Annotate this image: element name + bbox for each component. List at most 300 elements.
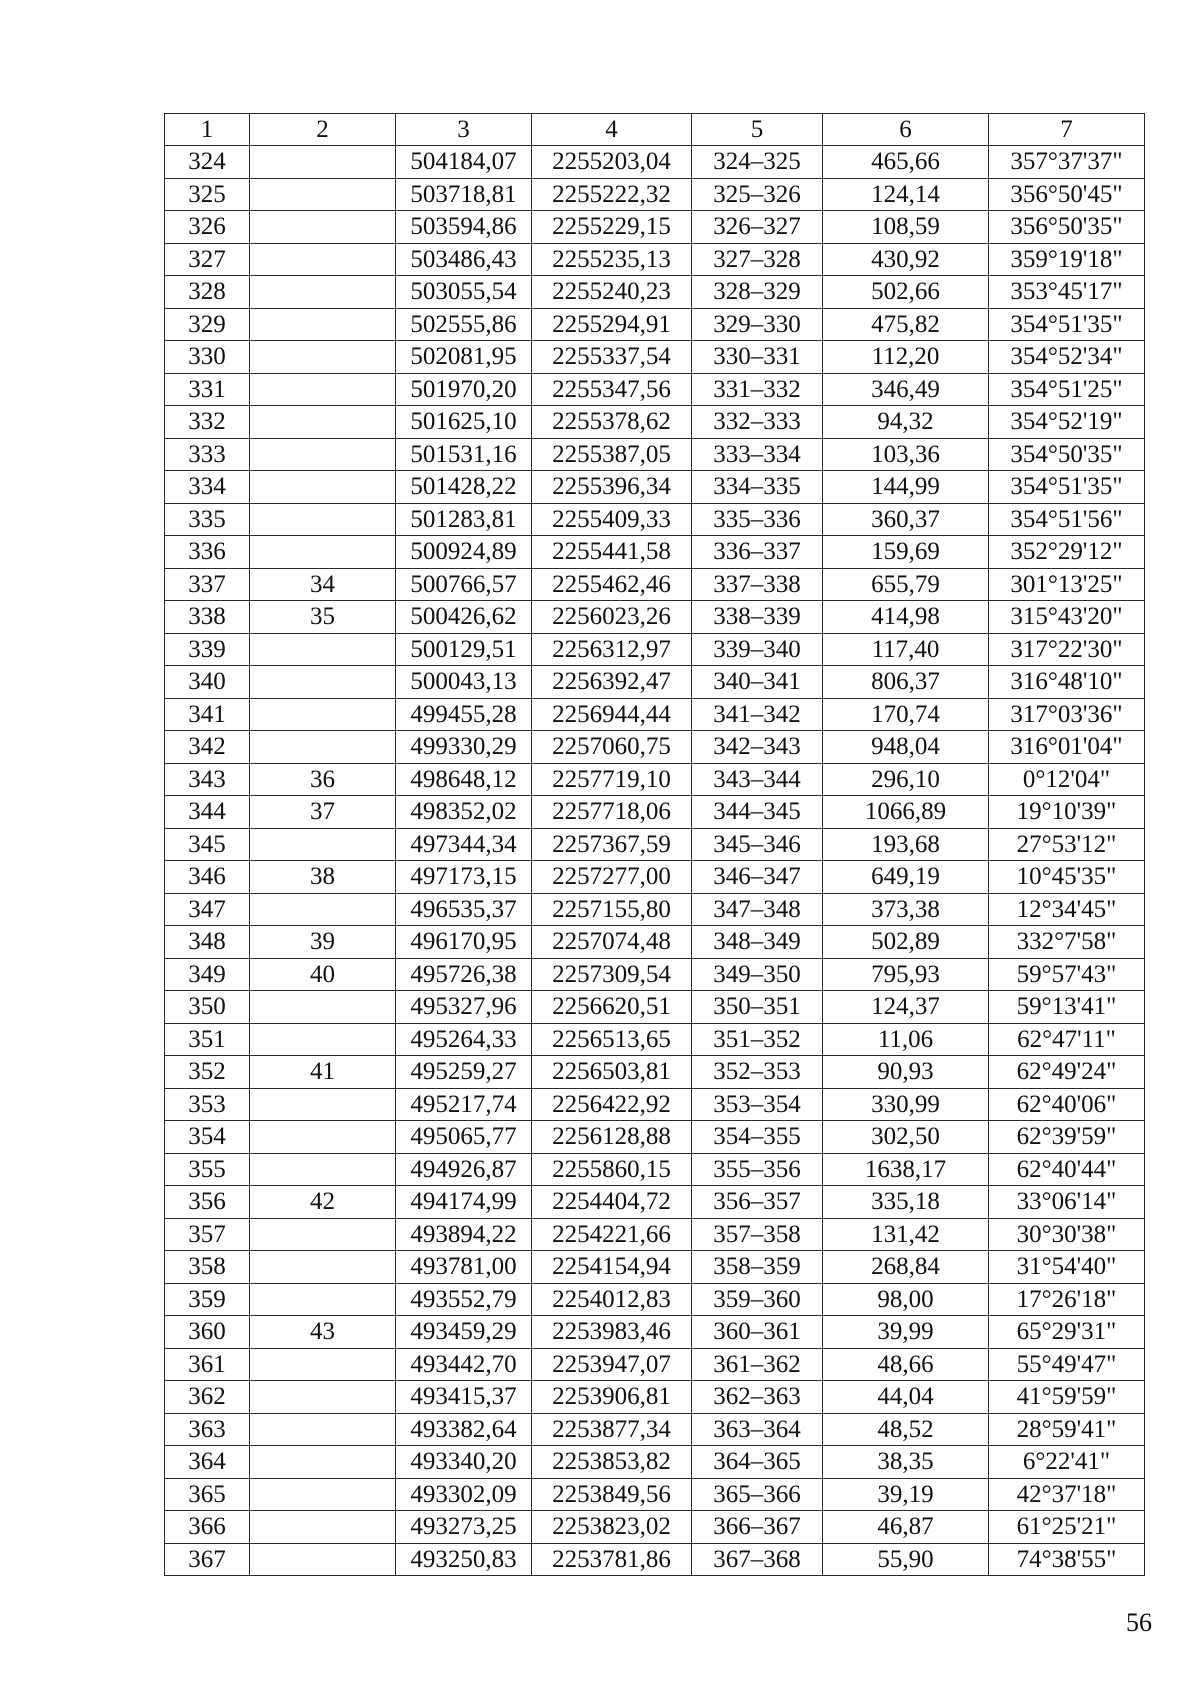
table-row (165, 1511, 1145, 1544)
y-coordinate-cell: 2254012,83 (532, 1283, 692, 1316)
x-coordinate-cell: 500766,57 (396, 568, 532, 601)
boundary-point-cell (250, 1121, 396, 1154)
boundary-point-cell (250, 406, 396, 439)
length-cell: 335,18 (823, 1186, 989, 1219)
bearing-cell: 27°53'12" (989, 828, 1145, 861)
length-cell: 103,36 (823, 438, 989, 471)
segment-cell: 367–368 (692, 1543, 823, 1576)
table-row (165, 1023, 1145, 1056)
x-coordinate-cell: 493302,09 (396, 1478, 532, 1511)
x-coordinate-cell: 503718,81 (396, 178, 532, 211)
bearing-cell: 354°51'25" (989, 373, 1145, 406)
point-number-cell: 359 (165, 1283, 250, 1316)
point-number-cell: 349 (165, 958, 250, 991)
point-number-cell: 324 (165, 146, 250, 179)
x-coordinate-cell: 493552,79 (396, 1283, 532, 1316)
bearing-cell: 74°38'55" (989, 1543, 1145, 1576)
length-cell: 131,42 (823, 1218, 989, 1251)
y-coordinate-cell: 2257719,10 (532, 763, 692, 796)
boundary-point-cell: 41 (250, 1056, 396, 1089)
table-row (165, 828, 1145, 861)
table-row (165, 178, 1145, 211)
bearing-cell: 317°22'30" (989, 633, 1145, 666)
segment-cell: 343–344 (692, 763, 823, 796)
boundary-point-cell: 38 (250, 861, 396, 894)
segment-cell: 324–325 (692, 146, 823, 179)
bearing-cell: 62°39'59" (989, 1121, 1145, 1154)
x-coordinate-cell: 503486,43 (396, 243, 532, 276)
bearing-cell: 62°47'11" (989, 1023, 1145, 1056)
y-coordinate-cell: 2255222,32 (532, 178, 692, 211)
x-coordinate-cell: 501531,16 (396, 438, 532, 471)
segment-cell: 336–337 (692, 536, 823, 569)
table-row (165, 373, 1145, 406)
boundary-point-cell (250, 1381, 396, 1414)
boundary-point-cell (250, 536, 396, 569)
boundary-point-cell (250, 503, 396, 536)
segment-cell: 356–357 (692, 1186, 823, 1219)
x-coordinate-cell: 495259,27 (396, 1056, 532, 1089)
point-number-cell: 348 (165, 926, 250, 959)
x-coordinate-cell: 502555,86 (396, 308, 532, 341)
segment-cell: 328–329 (692, 276, 823, 309)
segment-cell: 358–359 (692, 1251, 823, 1284)
point-number-cell: 356 (165, 1186, 250, 1219)
length-cell: 475,82 (823, 308, 989, 341)
y-coordinate-cell: 2255396,34 (532, 471, 692, 504)
y-coordinate-cell: 2256392,47 (532, 666, 692, 699)
bearing-cell: 41°59'59" (989, 1381, 1145, 1414)
boundary-point-cell (250, 1413, 396, 1446)
segment-cell: 364–365 (692, 1446, 823, 1479)
point-number-cell: 341 (165, 698, 250, 731)
y-coordinate-cell: 2257309,54 (532, 958, 692, 991)
point-number-cell: 364 (165, 1446, 250, 1479)
bearing-cell: 354°51'35" (989, 308, 1145, 341)
table-row (165, 438, 1145, 471)
header-cell-col3: 3 (396, 114, 532, 146)
y-coordinate-cell: 2253906,81 (532, 1381, 692, 1414)
boundary-point-cell (250, 731, 396, 764)
y-coordinate-cell: 2257060,75 (532, 731, 692, 764)
x-coordinate-cell: 500043,13 (396, 666, 532, 699)
table-row (165, 1121, 1145, 1154)
segment-cell: 350–351 (692, 991, 823, 1024)
boundary-point-cell (250, 1543, 396, 1576)
table-row (165, 503, 1145, 536)
point-number-cell: 358 (165, 1251, 250, 1284)
point-number-cell: 332 (165, 406, 250, 439)
point-number-cell: 334 (165, 471, 250, 504)
length-cell: 11,06 (823, 1023, 989, 1056)
point-number-cell: 355 (165, 1153, 250, 1186)
length-cell: 90,93 (823, 1056, 989, 1089)
bearing-cell: 33°06'14" (989, 1186, 1145, 1219)
bearing-cell: 19°10'39" (989, 796, 1145, 829)
x-coordinate-cell: 500924,89 (396, 536, 532, 569)
point-number-cell: 340 (165, 666, 250, 699)
point-number-cell: 350 (165, 991, 250, 1024)
y-coordinate-cell: 2255337,54 (532, 341, 692, 374)
y-coordinate-cell: 2256620,51 (532, 991, 692, 1024)
length-cell: 649,19 (823, 861, 989, 894)
y-coordinate-cell: 2256503,81 (532, 1056, 692, 1089)
x-coordinate-cell: 495217,74 (396, 1088, 532, 1121)
bearing-cell: 354°52'19" (989, 406, 1145, 439)
length-cell: 346,49 (823, 373, 989, 406)
point-number-cell: 352 (165, 1056, 250, 1089)
y-coordinate-cell: 2253849,56 (532, 1478, 692, 1511)
y-coordinate-cell: 2255229,15 (532, 211, 692, 244)
length-cell: 268,84 (823, 1251, 989, 1284)
boundary-point-cell (250, 276, 396, 309)
boundary-point-cell (250, 243, 396, 276)
segment-cell: 351–352 (692, 1023, 823, 1056)
x-coordinate-cell: 493442,70 (396, 1348, 532, 1381)
segment-cell: 327–328 (692, 243, 823, 276)
bearing-cell: 55°49'47" (989, 1348, 1145, 1381)
boundary-point-cell (250, 1283, 396, 1316)
point-number-cell: 367 (165, 1543, 250, 1576)
boundary-point-cell (250, 146, 396, 179)
table-row (165, 893, 1145, 926)
segment-cell: 330–331 (692, 341, 823, 374)
bearing-cell: 316°48'10" (989, 666, 1145, 699)
y-coordinate-cell: 2255441,58 (532, 536, 692, 569)
header-cell-col6: 6 (823, 114, 989, 146)
table-row (165, 1251, 1145, 1284)
bearing-cell: 359°19'18" (989, 243, 1145, 276)
length-cell: 948,04 (823, 731, 989, 764)
bearing-cell: 354°51'56" (989, 503, 1145, 536)
segment-cell: 334–335 (692, 471, 823, 504)
x-coordinate-cell: 500426,62 (396, 601, 532, 634)
boundary-point-cell: 40 (250, 958, 396, 991)
y-coordinate-cell: 2254404,72 (532, 1186, 692, 1219)
table-row (165, 1316, 1145, 1349)
table-row (165, 633, 1145, 666)
boundary-point-cell: 43 (250, 1316, 396, 1349)
table-row (165, 763, 1145, 796)
coordinates-table (164, 113, 1145, 1576)
y-coordinate-cell: 2255203,04 (532, 146, 692, 179)
y-coordinate-cell: 2255462,46 (532, 568, 692, 601)
boundary-point-cell: 36 (250, 763, 396, 796)
length-cell: 108,59 (823, 211, 989, 244)
length-cell: 39,19 (823, 1478, 989, 1511)
y-coordinate-cell: 2255860,15 (532, 1153, 692, 1186)
x-coordinate-cell: 504184,07 (396, 146, 532, 179)
bearing-cell: 316°01'04" (989, 731, 1145, 764)
x-coordinate-cell: 495327,96 (396, 991, 532, 1024)
bearing-cell: 301°13'25" (989, 568, 1145, 601)
boundary-point-cell (250, 373, 396, 406)
segment-cell: 354–355 (692, 1121, 823, 1154)
y-coordinate-cell: 2256023,26 (532, 601, 692, 634)
bearing-cell: 354°51'35" (989, 471, 1145, 504)
segment-cell: 338–339 (692, 601, 823, 634)
point-number-cell: 330 (165, 341, 250, 374)
bearing-cell: 354°52'34" (989, 341, 1145, 374)
length-cell: 193,68 (823, 828, 989, 861)
point-number-cell: 345 (165, 828, 250, 861)
segment-cell: 345–346 (692, 828, 823, 861)
segment-cell: 353–354 (692, 1088, 823, 1121)
bearing-cell: 62°40'06" (989, 1088, 1145, 1121)
table-row (165, 1543, 1145, 1576)
length-cell: 117,40 (823, 633, 989, 666)
boundary-point-cell (250, 828, 396, 861)
point-number-cell: 366 (165, 1511, 250, 1544)
boundary-point-cell (250, 698, 396, 731)
bearing-cell: 28°59'41" (989, 1413, 1145, 1446)
point-number-cell: 326 (165, 211, 250, 244)
y-coordinate-cell: 2255294,91 (532, 308, 692, 341)
length-cell: 48,66 (823, 1348, 989, 1381)
point-number-cell: 353 (165, 1088, 250, 1121)
length-cell: 502,89 (823, 926, 989, 959)
y-coordinate-cell: 2257277,00 (532, 861, 692, 894)
x-coordinate-cell: 493894,22 (396, 1218, 532, 1251)
table-row (165, 926, 1145, 959)
point-number-cell: 346 (165, 861, 250, 894)
table-row (165, 1056, 1145, 1089)
point-number-cell: 351 (165, 1023, 250, 1056)
x-coordinate-cell: 493250,83 (396, 1543, 532, 1576)
x-coordinate-cell: 501283,81 (396, 503, 532, 536)
segment-cell: 346–347 (692, 861, 823, 894)
point-number-cell: 338 (165, 601, 250, 634)
x-coordinate-cell: 498352,02 (396, 796, 532, 829)
length-cell: 502,66 (823, 276, 989, 309)
x-coordinate-cell: 502081,95 (396, 341, 532, 374)
boundary-point-cell: 35 (250, 601, 396, 634)
x-coordinate-cell: 493382,64 (396, 1413, 532, 1446)
length-cell: 414,98 (823, 601, 989, 634)
point-number-cell: 354 (165, 1121, 250, 1154)
table-row (165, 308, 1145, 341)
table-row (165, 1153, 1145, 1186)
table-row (165, 243, 1145, 276)
table-row (165, 1478, 1145, 1511)
boundary-point-cell: 34 (250, 568, 396, 601)
bearing-cell: 59°13'41" (989, 991, 1145, 1024)
boundary-point-cell (250, 178, 396, 211)
x-coordinate-cell: 496170,95 (396, 926, 532, 959)
table-row (165, 1186, 1145, 1219)
y-coordinate-cell: 2255235,13 (532, 243, 692, 276)
segment-cell: 342–343 (692, 731, 823, 764)
x-coordinate-cell: 493340,20 (396, 1446, 532, 1479)
boundary-point-cell (250, 1446, 396, 1479)
table-row (165, 1283, 1145, 1316)
segment-cell: 361–362 (692, 1348, 823, 1381)
boundary-point-cell (250, 308, 396, 341)
segment-cell: 349–350 (692, 958, 823, 991)
segment-cell: 362–363 (692, 1381, 823, 1414)
x-coordinate-cell: 501970,20 (396, 373, 532, 406)
table-row (165, 1218, 1145, 1251)
table-row (165, 861, 1145, 894)
bearing-cell: 6°22'41" (989, 1446, 1145, 1479)
length-cell: 1066,89 (823, 796, 989, 829)
point-number-cell: 325 (165, 178, 250, 211)
x-coordinate-cell: 503594,86 (396, 211, 532, 244)
segment-cell: 360–361 (692, 1316, 823, 1349)
boundary-point-cell (250, 1153, 396, 1186)
length-cell: 112,20 (823, 341, 989, 374)
bearing-cell: 332°7'58" (989, 926, 1145, 959)
bearing-cell: 10°45'35" (989, 861, 1145, 894)
x-coordinate-cell: 495264,33 (396, 1023, 532, 1056)
bearing-cell: 12°34'45" (989, 893, 1145, 926)
table-header (165, 114, 1145, 146)
length-cell: 124,37 (823, 991, 989, 1024)
boundary-point-cell (250, 471, 396, 504)
table-row (165, 1381, 1145, 1414)
length-cell: 124,14 (823, 178, 989, 211)
segment-cell: 339–340 (692, 633, 823, 666)
segment-cell: 341–342 (692, 698, 823, 731)
x-coordinate-cell: 501428,22 (396, 471, 532, 504)
x-coordinate-cell: 495065,77 (396, 1121, 532, 1154)
table-row (165, 1413, 1145, 1446)
point-number-cell: 343 (165, 763, 250, 796)
x-coordinate-cell: 501625,10 (396, 406, 532, 439)
x-coordinate-cell: 499330,29 (396, 731, 532, 764)
length-cell: 170,74 (823, 698, 989, 731)
boundary-point-cell: 37 (250, 796, 396, 829)
length-cell: 1638,17 (823, 1153, 989, 1186)
point-number-cell: 333 (165, 438, 250, 471)
boundary-point-cell (250, 991, 396, 1024)
y-coordinate-cell: 2256128,88 (532, 1121, 692, 1154)
length-cell: 795,93 (823, 958, 989, 991)
table-row (165, 146, 1145, 179)
point-number-cell: 347 (165, 893, 250, 926)
table-row (165, 666, 1145, 699)
point-number-cell: 357 (165, 1218, 250, 1251)
length-cell: 48,52 (823, 1413, 989, 1446)
page-number: 56 (1126, 1608, 1152, 1637)
length-cell: 144,99 (823, 471, 989, 504)
segment-cell: 366–367 (692, 1511, 823, 1544)
length-cell: 296,10 (823, 763, 989, 796)
segment-cell: 347–348 (692, 893, 823, 926)
table-row (165, 601, 1145, 634)
y-coordinate-cell: 2256312,97 (532, 633, 692, 666)
boundary-point-cell (250, 1088, 396, 1121)
y-coordinate-cell: 2253853,82 (532, 1446, 692, 1479)
bearing-cell: 17°26'18" (989, 1283, 1145, 1316)
bearing-cell: 357°37'37" (989, 146, 1145, 179)
length-cell: 94,32 (823, 406, 989, 439)
y-coordinate-cell: 2254221,66 (532, 1218, 692, 1251)
boundary-point-cell (250, 1023, 396, 1056)
y-coordinate-cell: 2257074,48 (532, 926, 692, 959)
y-coordinate-cell: 2253823,02 (532, 1511, 692, 1544)
bearing-cell: 30°30'38" (989, 1218, 1145, 1251)
y-coordinate-cell: 2255409,33 (532, 503, 692, 536)
segment-cell: 331–332 (692, 373, 823, 406)
bearing-cell: 31°54'40" (989, 1251, 1145, 1284)
length-cell: 330,99 (823, 1088, 989, 1121)
point-number-cell: 342 (165, 731, 250, 764)
boundary-point-cell: 42 (250, 1186, 396, 1219)
segment-cell: 352–353 (692, 1056, 823, 1089)
length-cell: 46,87 (823, 1511, 989, 1544)
header-cell-col2: 2 (250, 114, 396, 146)
point-number-cell: 331 (165, 373, 250, 406)
x-coordinate-cell: 495726,38 (396, 958, 532, 991)
y-coordinate-cell: 2257718,06 (532, 796, 692, 829)
length-cell: 38,35 (823, 1446, 989, 1479)
y-coordinate-cell: 2256422,92 (532, 1088, 692, 1121)
table-row (165, 568, 1145, 601)
table-row (165, 1348, 1145, 1381)
table-row (165, 796, 1145, 829)
bearing-cell: 317°03'36" (989, 698, 1145, 731)
point-number-cell: 363 (165, 1413, 250, 1446)
segment-cell: 348–349 (692, 926, 823, 959)
y-coordinate-cell: 2253877,34 (532, 1413, 692, 1446)
point-number-cell: 344 (165, 796, 250, 829)
bearing-cell: 65°29'31" (989, 1316, 1145, 1349)
length-cell: 302,50 (823, 1121, 989, 1154)
boundary-point-cell (250, 438, 396, 471)
y-coordinate-cell: 2253947,07 (532, 1348, 692, 1381)
length-cell: 655,79 (823, 568, 989, 601)
point-number-cell: 361 (165, 1348, 250, 1381)
point-number-cell: 362 (165, 1381, 250, 1414)
boundary-point-cell (250, 1251, 396, 1284)
x-coordinate-cell: 494174,99 (396, 1186, 532, 1219)
boundary-point-cell (250, 211, 396, 244)
segment-cell: 344–345 (692, 796, 823, 829)
boundary-point-cell (250, 633, 396, 666)
table-row (165, 698, 1145, 731)
table-row (165, 341, 1145, 374)
boundary-point-cell (250, 893, 396, 926)
length-cell: 465,66 (823, 146, 989, 179)
header-cell-col4: 4 (532, 114, 692, 146)
boundary-point-cell (250, 1511, 396, 1544)
boundary-point-cell (250, 1348, 396, 1381)
x-coordinate-cell: 503055,54 (396, 276, 532, 309)
table-row (165, 536, 1145, 569)
header-cell-col7: 7 (989, 114, 1145, 146)
point-number-cell: 329 (165, 308, 250, 341)
table-row (165, 211, 1145, 244)
bearing-cell: 42°37'18" (989, 1478, 1145, 1511)
segment-cell: 363–364 (692, 1413, 823, 1446)
table-row (165, 958, 1145, 991)
x-coordinate-cell: 498648,12 (396, 763, 532, 796)
header-row (165, 114, 1145, 146)
segment-cell: 357–358 (692, 1218, 823, 1251)
length-cell: 373,38 (823, 893, 989, 926)
table-row (165, 991, 1145, 1024)
point-number-cell: 336 (165, 536, 250, 569)
length-cell: 98,00 (823, 1283, 989, 1316)
x-coordinate-cell: 493273,25 (396, 1511, 532, 1544)
table-body (165, 146, 1145, 1576)
x-coordinate-cell: 499455,28 (396, 698, 532, 731)
segment-cell: 365–366 (692, 1478, 823, 1511)
y-coordinate-cell: 2257367,59 (532, 828, 692, 861)
y-coordinate-cell: 2255240,23 (532, 276, 692, 309)
segment-cell: 355–356 (692, 1153, 823, 1186)
